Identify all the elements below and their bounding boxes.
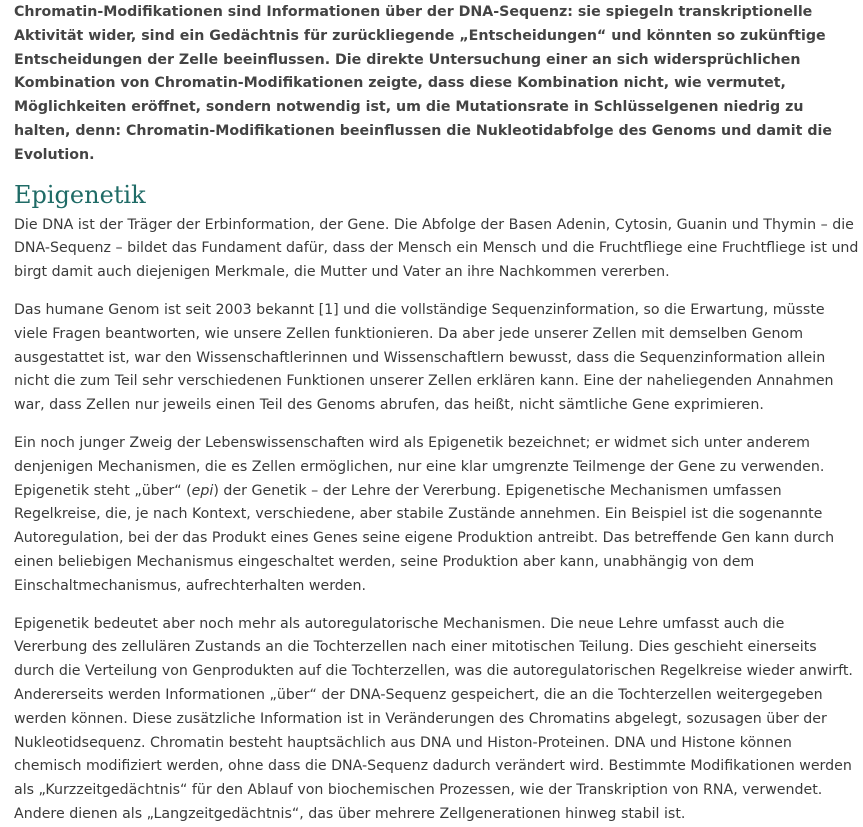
paragraph-3-emphasis-epi: epi bbox=[191, 482, 214, 499]
section-heading-epigenetik: Epigenetik bbox=[14, 180, 146, 209]
lead-paragraph: Chromatin-Modifikationen sind Informationen über der DNA-Sequenz: sie spiegeln transkriptionelle Aktivität wider, sind ein Gedächtnis für zurückliegende „Entscheidungen“ und könnten so zukünftige Entscheidungen der Zelle beeinflussen. Die direkte Untersuchung einer an sich widersprüchlichen Kombination von Chromatin-Modifikationen zeigte, dass diese Kombination nicht, wie vermutet, Möglichkeiten eröffnet, sondern notwendig ist, um die Mutationsrate in Schlüsselgenen niedrig zu halten, denn: Chromatin-Modifikationen beeinflussen die Nukleotidabfolge des Genoms und damit die Evolution. bbox=[14, 4, 833, 163]
paragraph-3-text-start: Ein noch junger Zweig der Lebenswissenschaften wird als Epigenetik bezeichnet; er widmet sich unter anderem denjenigen Mechanismen, die es Zellen ermöglichen, nur eine klar umgrenzte Teilmenge der Gene zu verwenden. Epigenetik steht „über“ ( bbox=[14, 434, 825, 499]
article-content bbox=[14, 0, 860, 827]
body-paragraph-3 bbox=[14, 432, 860, 599]
body-paragraph-1: Die DNA ist der Träger der Erbinformation, der Gene. Die Abfolge der Basen Adenin, Cytosin, Guanin und Thymin – die DNA-Sequenz – bildet das Fundament dafür, dass der Mensch ein Mensch und die Fruchtfliege eine Fruchtfliege ist und birgt damit auch diejenigen Merkmale, die Mutter und Vater an ihre Nachkommen vererben. bbox=[14, 216, 859, 281]
paragraph-3-text-end: ) der Genetik – der Lehre der Vererbung. Epigenetische Mechanismen umfassen Regelkreise, die, je nach Kontext, verschiedene, aber stabile Zustände annehmen. Ein Beispiel ist die sogenannte Autoregulation, bei der das Produkt eines Genes seine eigene Produktion antreibt. Das betreffende Gen kann durch einen beliebigen Mechanismus eingeschaltet werden, seine Produktion aber kann, unabhängig von dem Einschaltmechanismus, aufrechterhalten werden. bbox=[14, 482, 835, 594]
body-paragraph-4: Epigenetik bedeutet aber noch mehr als autoregulatorische Mechanismen. Die neue Lehre umfasst auch die Vererbung des zellulären Zustands an die Tochterzellen nach einer mitotischen Teilung. Dies geschieht einerseits durch die Verteilung von Genprodukten auf die Tochterzellen, was die autoregulatorischen Regelkreise wieder anwirft. Andererseits werden Informationen „über“ der DNA-Sequenz gespeichert, die an die Tochterzellen weitergegeben werden können. Diese zusätzliche Information ist in Veränderungen des Chromatins abgelegt, sozusagen über der Nukleotidsequenz. Chromatin besteht hauptsächlich aus DNA und Histon-Proteinen. DNA und Histone können chemisch modifiziert werden, ohne dass die DNA-Sequenz dadurch verändert wird. Bestimmte Modifikationen werden als „Kurzzeitgedächtnis“ für den Ablauf von biochemischen Prozessen, wie der Transkription von RNA, verwendet. Andere dienen als „Langzeitgedächtnis“, das über mehrere Zellgenerationen hinweg stabil ist. bbox=[14, 615, 853, 822]
body-paragraph-2: Das humane Genom ist seit 2003 bekannt [1] und die vollständige Sequenzinformation, so die Erwartung, müsste viele Fragen beantworten, wie unsere Zellen funktionieren. Da aber jede unserer Zellen mit demselben Genom ausgestattet ist, war den Wissenschaftlerinnen und Wissenschaftlern bewusst, dass die Sequenzinformation allein nicht die zum Teil sehr verschiedenen Funktionen unserer Zellen erklären kann. Eine der naheliegenden Annahmen war, dass Zellen nur jeweils einen Teil des Genoms abrufen, das heißt, nicht sämtliche Gene exprimieren. bbox=[14, 301, 834, 414]
